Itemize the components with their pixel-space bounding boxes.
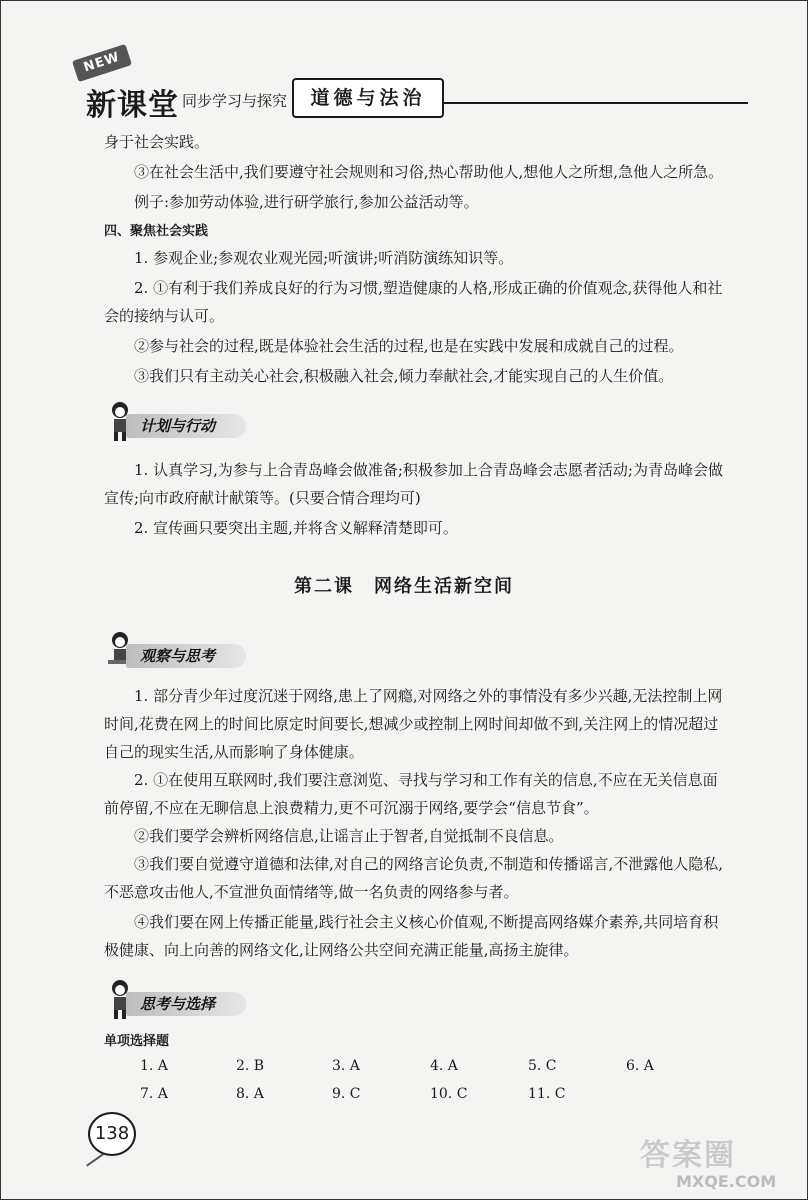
banner-label: 思考与选择 — [126, 992, 246, 1016]
paragraph: 2. ①有利于我们养成良好的行为习惯,塑造健康的人格,形成正确的价值观念,获得他人和社会的接纳与认可。 — [104, 279, 723, 325]
paragraph: ③我们只有主动关心社会,积极融入社会,倾力奉献社会,才能实现自己的人生价值。 — [134, 367, 674, 385]
answer-item: 6. A — [626, 1058, 654, 1074]
lesson-title: 第二课 网络生活新空间 — [294, 576, 514, 597]
answer-item: 2. B — [236, 1058, 265, 1074]
answer-item: 3. A — [332, 1058, 360, 1074]
answer-item: 7. A — [140, 1086, 168, 1102]
text-line: 身于社会实践。 — [104, 133, 210, 151]
watermark: 答案圈 — [640, 1138, 736, 1173]
paragraph: 1. 认真学习,为参与上合青岛峰会做准备;积极参加上合青岛峰会志愿者活动;为青岛峰会做宣传;向市政府献计献策等。(只要合情合理均可) — [104, 461, 723, 507]
paragraph: ②我们要学会辨析网络信息,让谣言止于智者,自觉抵制不良信息。 — [134, 827, 564, 845]
header-rule — [442, 102, 748, 104]
answer-item: 9. C — [332, 1086, 361, 1102]
paragraph: ④我们要在网上传播正能量,践行社会主义核心价值观,不断提高网络媒介素养,共同培育积极健康、向上向善的网络文化,让网络公共空间充满正能量,高扬主旋律。 — [104, 913, 719, 959]
banner-label: 观察与思考 — [126, 644, 246, 668]
page-number: 138 — [88, 1112, 136, 1156]
page-header — [60, 40, 760, 123]
paragraph: 2. 宣传画只要突出主题,并将含义解释清楚即可。 — [134, 519, 458, 537]
text-line: ③在社会生活中,我们要遵守社会规则和习俗,热心帮助他人,想他人之所想,急他人之所急。 — [134, 163, 724, 181]
choice-banner — [100, 978, 260, 1024]
brand-title: 新课堂 — [86, 88, 179, 123]
paragraph: 1. 参观企业;参观农业观光园;听演讲;听消防演练知识等。 — [134, 249, 514, 267]
watermark-url: MXQE.COM — [676, 1172, 777, 1191]
plan-banner — [100, 400, 260, 446]
banner-label: 计划与行动 — [126, 414, 246, 438]
paragraph: ③我们要自觉遵守道德和法律,对自己的网络言论负责,不制造和传播谣言,不泄露他人隐私,不恶意攻击他人,不宣泄负面情绪等,做一名负责的网络参与者。 — [104, 855, 724, 901]
answer-item: 1. A — [140, 1058, 168, 1074]
answer-item: 5. C — [528, 1058, 557, 1074]
paragraph: 1. 部分青少年过度沉迷于网络,患上了网瘾,对网络之外的事情没有多少兴趣,无法控制上网时间,花费在网上的时间比原定时间要长,想减少或控制上网时间却做不到,关注网上的情况超过自己的现实生活,从而影响了身体健康。 — [104, 687, 723, 761]
subject-label: 道德与法治 — [292, 78, 444, 118]
answer-item: 10. C — [430, 1086, 468, 1102]
series-title: 同步学习与探究 — [182, 92, 288, 110]
answer-item: 11. C — [528, 1086, 566, 1102]
answer-item: 4. A — [430, 1058, 458, 1074]
paragraph: 2. ①在使用互联网时,我们要注意浏览、寻找与学习和工作有关的信息,不应在无关信息面前停留,不应在无聊信息上浪费精力,更不可沉溺于网络,要学会“信息节食”。 — [104, 771, 718, 817]
text-line: 例子:参加劳动体验,进行研学旅行,参加公益活动等。 — [134, 193, 479, 211]
new-badge: NEW — [72, 44, 132, 82]
observe-banner — [100, 630, 260, 676]
answer-item: 8. A — [236, 1086, 264, 1102]
section-heading: 四、聚焦社会实践 — [104, 224, 209, 239]
paragraph: ②参与社会的过程,既是体验社会生活的过程,也是在实践中发展和成就自己的过程。 — [134, 337, 684, 355]
section-heading: 单项选择题 — [104, 1034, 170, 1049]
